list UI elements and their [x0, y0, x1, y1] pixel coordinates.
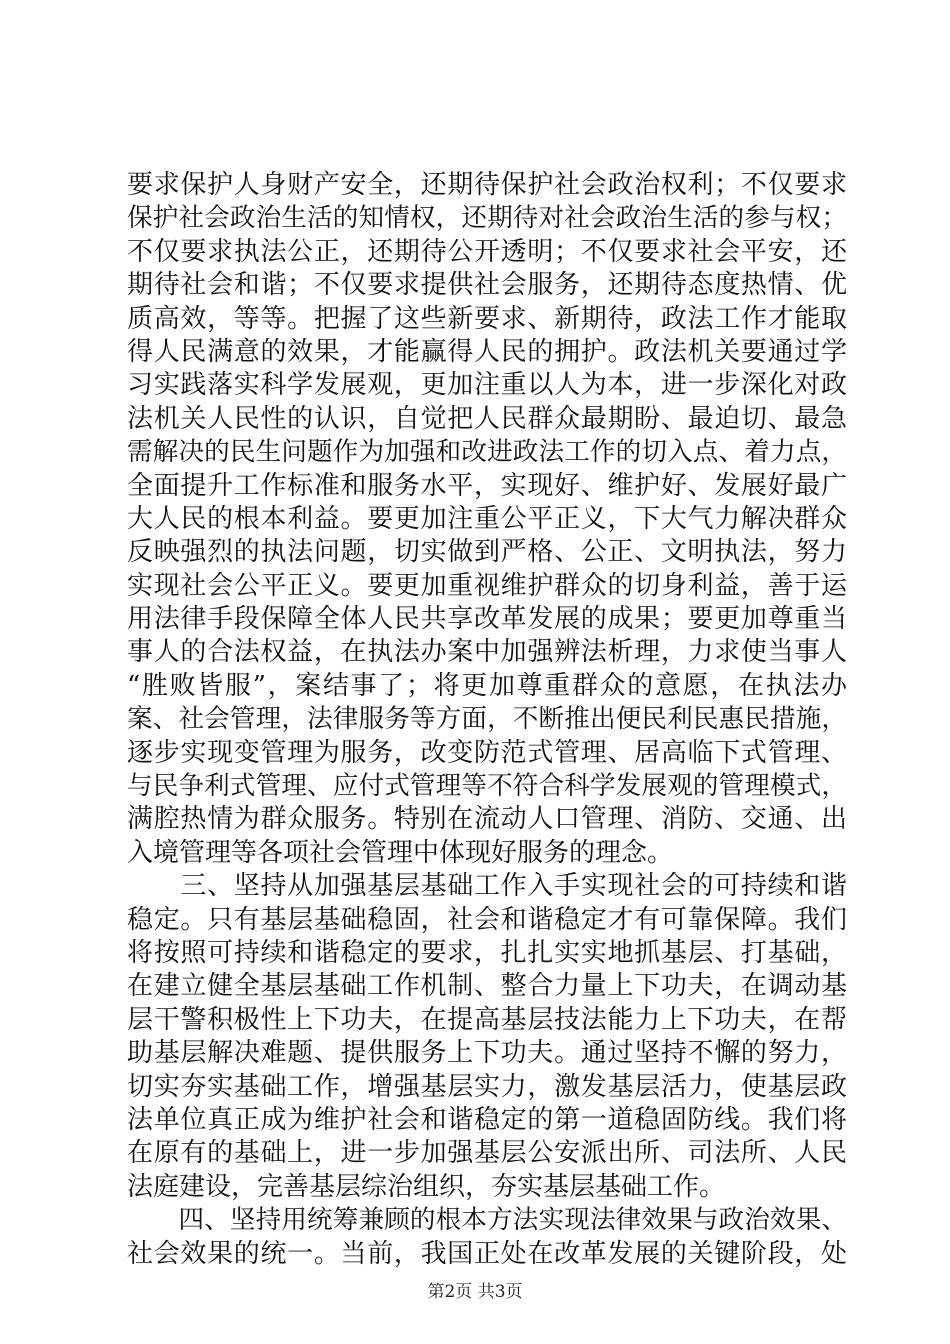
text-line: 稳定。只有基层基础稳固，社会和谐稳定才有可靠保障。我们	[127, 904, 847, 935]
text-line: 法机关人民性的认识，自觉把人民群众最期盼、最迫切、最急	[127, 403, 847, 434]
text-line: 全面提升工作标准和服务水平，实现好、维护好、发展好最广	[127, 470, 847, 501]
text-line: “胜败皆服”，案结事了；将更加尊重群众的意愿，在执法办	[127, 670, 847, 701]
text-line: 质高效，等等。把握了这些新要求、新期待，政法工作才能取	[127, 303, 847, 334]
text-line: 反映强烈的执法问题，切实做到严格、公正、文明执法，努力	[127, 537, 847, 568]
text-line: 案、社会管理，法律服务等方面，不断推出便民利民惠民措施，	[127, 704, 847, 735]
text-line: 入境管理等各项社会管理中体现好服务的理念。	[127, 837, 674, 868]
text-line: 满腔热情为群众服务。特别在流动人口管理、消防、交通、出	[127, 804, 847, 835]
text-line: 需解决的民生问题作为加强和改进政法工作的切入点、着力点，	[127, 437, 847, 468]
page-footer: 第2页 共3页	[427, 1282, 523, 1302]
text-line: 得人民满意的效果，才能赢得人民的拥护。政法机关要通过学	[127, 336, 847, 367]
text-line: 切实夯实基础工作，增强基层实力，激发基层活力，使基层政	[127, 1071, 847, 1102]
text-line: 用法律手段保障全体人民共享改革发展的成果；要更加尊重当	[127, 604, 847, 635]
text-line: 在建立健全基层基础工作机制、整合力量上下功夫，在调动基	[127, 971, 847, 1002]
text-line: 三、坚持从加强基层基础工作入手实现社会的可持续和谐	[127, 871, 847, 902]
text-line: 法庭建设，完善基层综治组织，夯实基层基础工作。	[127, 1171, 726, 1202]
text-line: 大人民的根本利益。要更加注重公平正义，下大气力解决群众	[127, 503, 847, 534]
text-line: 期待社会和谐；不仅要求提供社会服务，还期待态度热情、优	[127, 270, 847, 301]
text-line: 助基层解决难题、提供服务上下功夫。通过坚持不懈的努力，	[127, 1038, 847, 1069]
text-line: 逐步实现变管理为服务，改变防范式管理、居高临下式管理、	[127, 737, 847, 768]
text-line: 在原有的基础上，进一步加强基层公安派出所、司法所、人民	[127, 1138, 847, 1169]
text-line: 法单位真正成为维护社会和谐稳定的第一道稳固防线。我们将	[127, 1104, 847, 1135]
text-line: 事人的合法权益，在执法办案中加强辨法析理，力求使当事人	[127, 637, 847, 668]
text-line: 实现社会公平正义。要更加重视维护群众的切身利益，善于运	[127, 570, 847, 601]
text-line: 层干警积极性上下功夫，在提高基层技法能力上下功夫，在帮	[127, 1004, 847, 1035]
text-line: 社会效果的统一。当前，我国正处在改革发展的关键阶段，处	[127, 1238, 847, 1269]
text-line: 将按照可持续和谐稳定的要求，扎扎实实地抓基层、打基础，	[127, 937, 847, 968]
text-line: 不仅要求执法公正，还期待公开透明；不仅要求社会平安，还	[127, 236, 847, 267]
text-line: 保护社会政治生活的知情权，还期待对社会政治生活的参与权；	[127, 203, 847, 234]
text-line: 与民争利式管理、应付式管理等不符合科学发展观的管理模式，	[127, 771, 847, 802]
text-line: 习实践落实科学发展观，更加注重以人为本，进一步深化对政	[127, 370, 847, 401]
document-body	[127, 169, 847, 1271]
text-line: 四、坚持用统筹兼顾的根本方法实现法律效果与政治效果、	[127, 1205, 847, 1236]
text-line: 要求保护人身财产安全，还期待保护社会政治权利；不仅要求	[127, 170, 847, 200]
